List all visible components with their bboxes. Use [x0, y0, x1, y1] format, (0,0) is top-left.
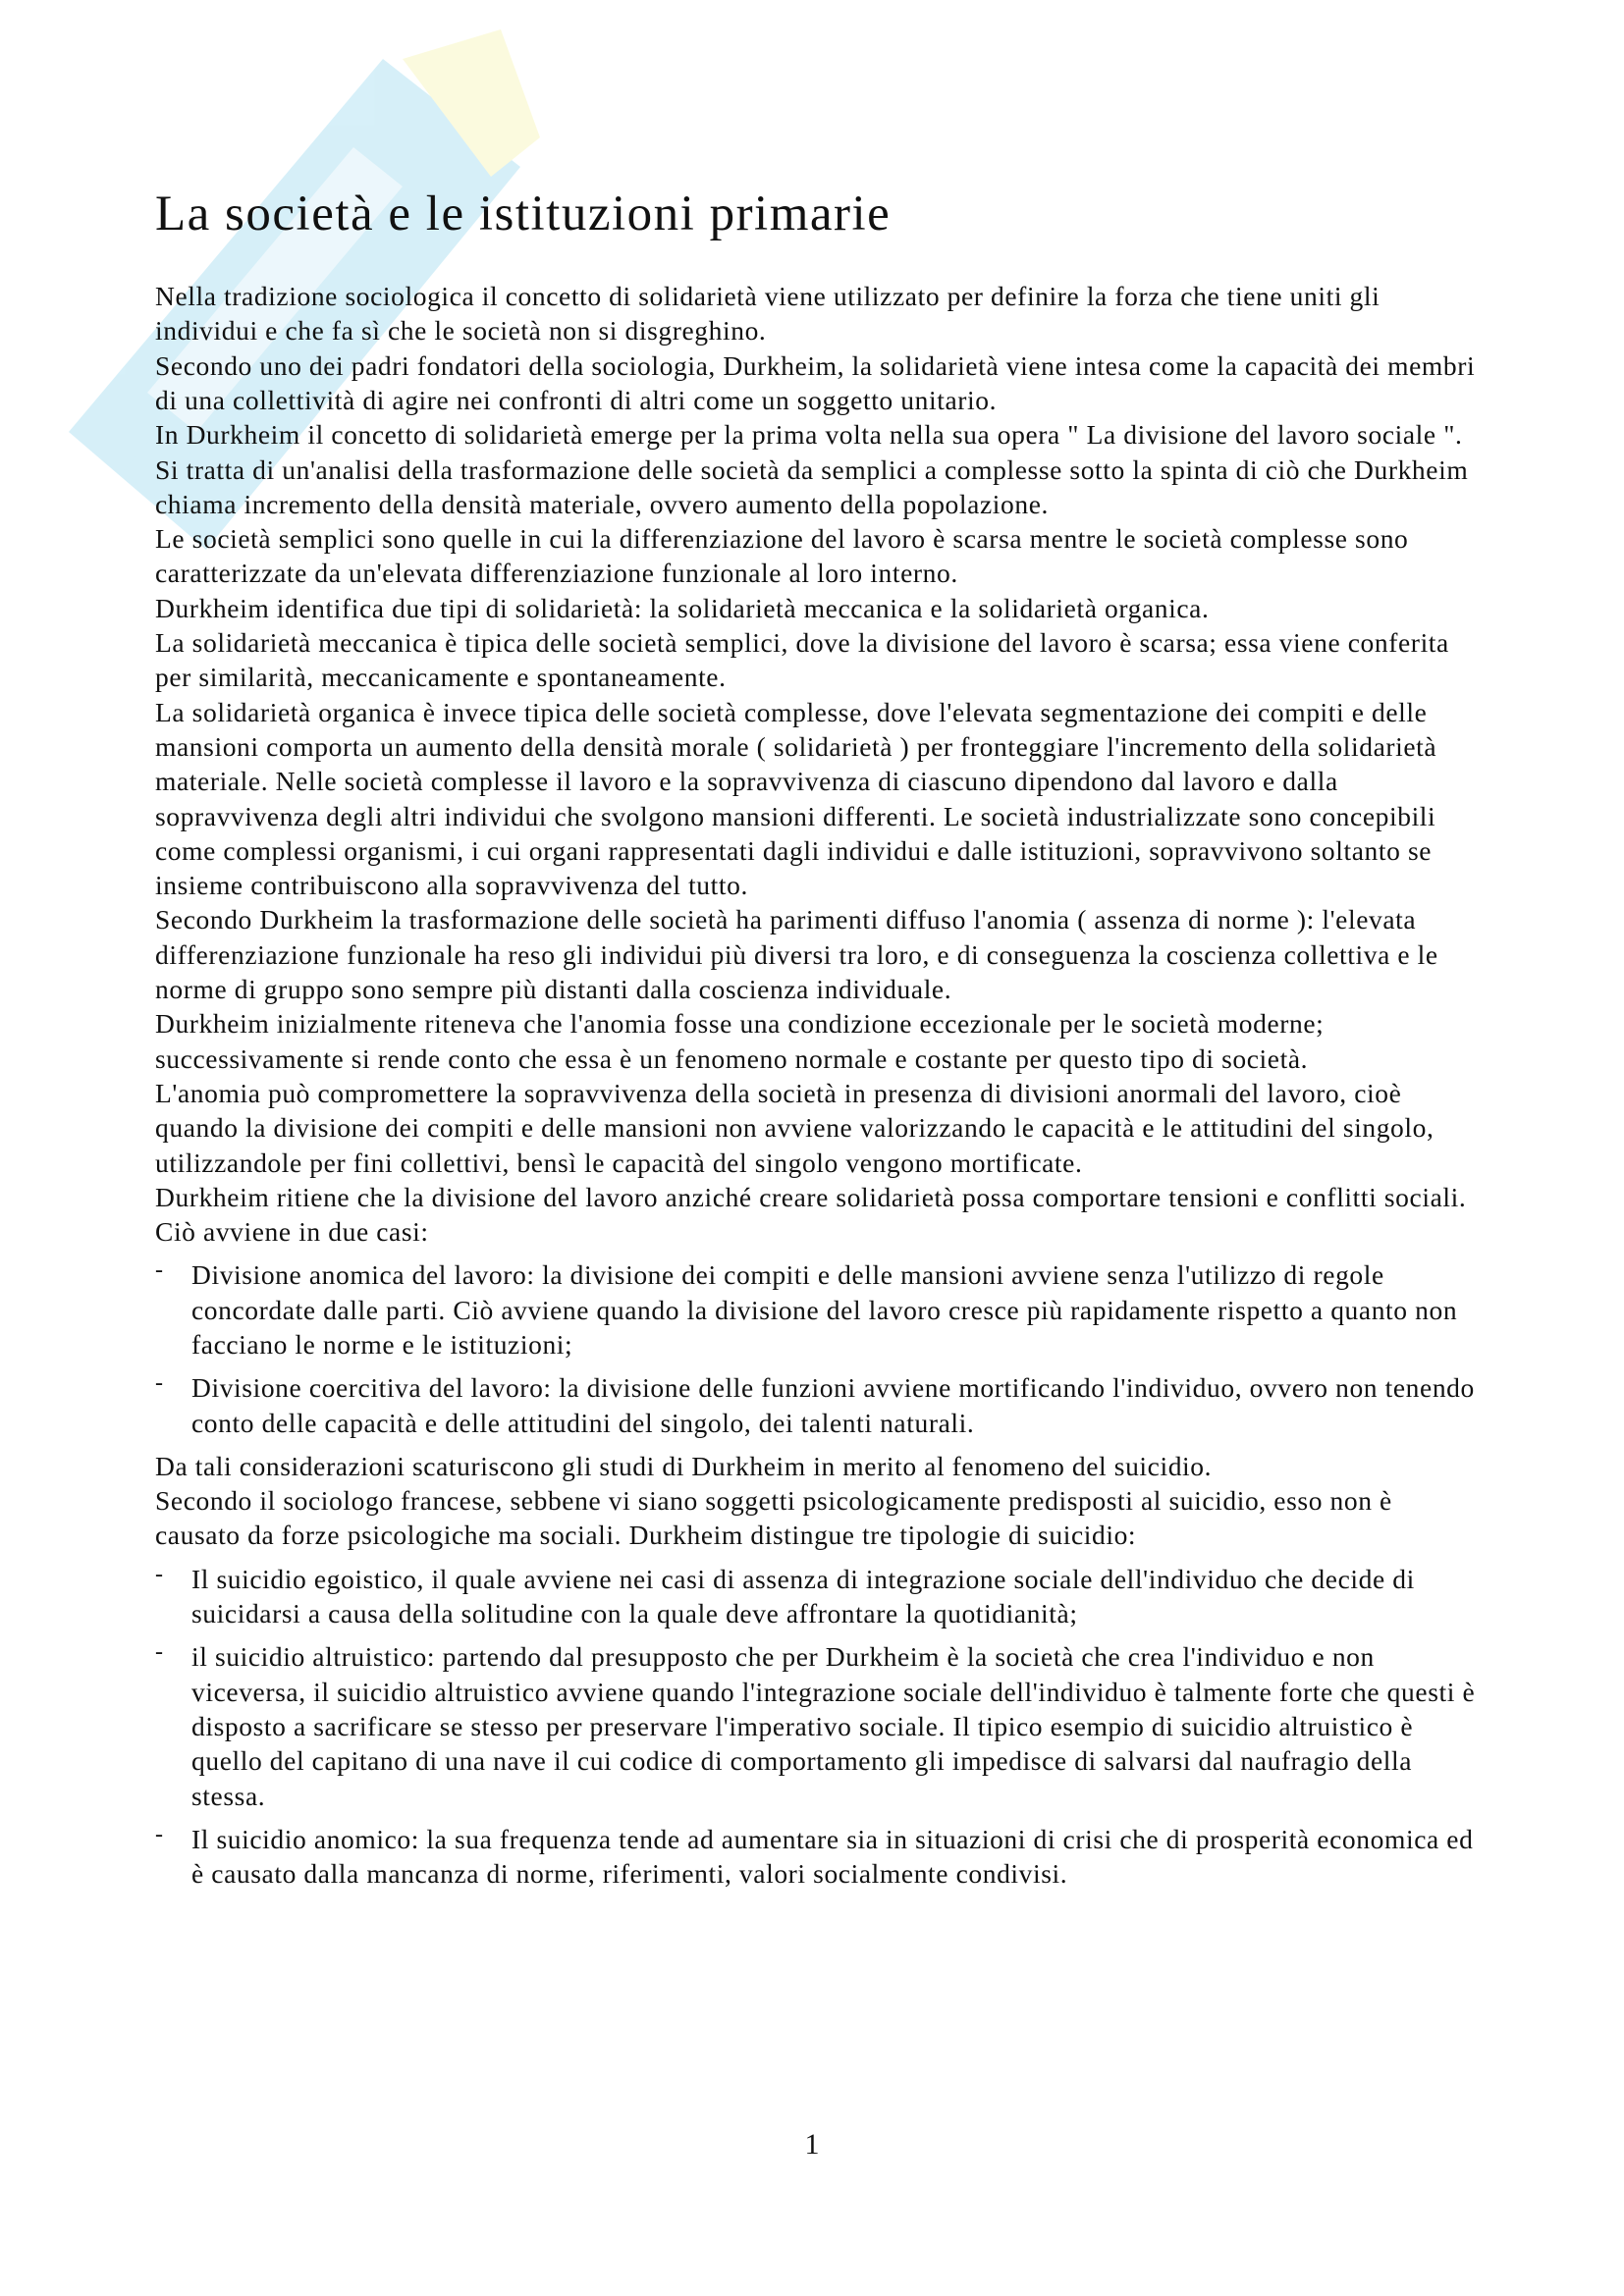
paragraph: Durkheim inizialmente riteneva che l'anomia fosse una condizione eccezionale per le società moderne; successivamente si rende conto che essa è un fenomeno normale e costante per questo tipo di società. [155, 1008, 1325, 1074]
dash-bullet-icon: - [155, 1821, 164, 1847]
paragraph: La solidarietà meccanica è tipica delle società semplici, dove la divisione del lavoro è scarsa; essa viene conferita per similarità, meccanicamente e spontaneamente. [155, 627, 1449, 693]
dash-bullet-icon: - [155, 1257, 164, 1284]
dash-bullet-icon: - [155, 1561, 164, 1587]
list-item-text: Il suicidio egoistico, il quale avviene nei casi di assenza di integrazione sociale dell'individuo che decide di suicidarsi a causa della solitudine con la quale deve affrontare la quotidianità; [191, 1563, 1415, 1629]
list-item-text: Divisione anomica del lavoro: la divisione dei compiti e delle mansioni avviene senza l'utilizzo di regole concordate dalle parti. Ciò avviene quando la divisione del lavoro cresce più rapidamente rispetto a quanto non facciano le norme e le istituzioni; [191, 1259, 1458, 1360]
paragraph: Nella tradizione sociologica il concetto di solidarietà viene utilizzato per definire la forza che tiene uniti gli individui e che fa sì che le società non si disgreghino. [155, 281, 1380, 347]
page-number: 1 [804, 2128, 820, 2161]
list-item-text: Divisione coercitiva del lavoro: la divisione delle funzioni avviene mortificando l'individuo, ovvero non tenendo conto delle capacità e delle attitudini del singolo, dei talenti naturali. [191, 1372, 1475, 1438]
list-item [155, 1257, 1481, 1362]
list-item [155, 1822, 1481, 1892]
page-title: La società e le istituzioni primarie [155, 187, 892, 241]
list-item-text: il suicidio altruistico: partendo dal presupposto che per Durkheim è la società che crea l'individuo e non viceversa, il suicidio altruistico avviene quando l'integrazione sociale dell'individuo è talmente forte che questi è disposto a sacrificare se stesso per preservare l'imperativo sociale. Il tipico esempio di suicidio altruistico è quello del capitano di una nave il cui codice di comportamento gli impedisce di salvarsi dal naufragio della stessa. [191, 1641, 1476, 1811]
paragraph: Secondo uno dei padri fondatori della sociologia, Durkheim, la solidarietà viene intesa come la capacità dei membri di una collettività di agire nei confronti di altri come un soggetto unitario. [155, 349, 1476, 415]
paragraph: Secondo Durkheim la trasformazione delle società ha parimenti diffuso l'anomia ( assenza di norme ): l'elevata differenziazione funzionale ha reso gli individui più diversi tra loro, e di conseguenza la coscienza collettiva e le norme di gruppo sono sempre più distanti dalla coscienza individuale. [155, 904, 1438, 1005]
list-item [155, 1562, 1481, 1631]
paragraph: Le società semplici sono quelle in cui la differenziazione del lavoro è scarsa mentre le società complesse sono caratterizzate da un'elevata differenziazione funzionale al loro interno. [155, 523, 1409, 589]
list-suicide-types [155, 1562, 1481, 1892]
list-item [155, 1370, 1481, 1440]
document-body [155, 279, 1481, 1891]
paragraph: Durkheim ritiene che la divisione del lavoro anziché creare solidarietà possa comportare tensioni e conflitti sociali. Ciò avviene in due casi: [155, 1181, 1467, 1248]
paragraph: Durkheim identifica due tipi di solidarietà: la solidarietà meccanica e la solidarietà organica. [155, 592, 1210, 623]
paragraph: La solidarietà organica è invece tipica delle società complesse, dove l'elevata segmentazione dei compiti e delle mansioni comporta un aumento della densità morale ( solidarietà ) per fronteggiare l'incremento della solidarietà materiale. Nelle società complesse il lavoro e la sopravvivenza di ciascuno dipendono dal lavoro e dalla sopravvivenza degli altri individui che svolgono mansioni differenti. Le società industrializzate sono concepibili come complessi organismi, i cui organi rappresentati dagli individui e dalle istituzioni, sopravvivono soltanto se insieme contribuiscono alla sopravvivenza del tutto. [155, 696, 1437, 901]
paragraph: Da tali considerazioni scaturiscono gli studi di Durkheim in merito al fenomeno del suicidio. [155, 1450, 1213, 1481]
dash-bullet-icon: - [155, 1370, 164, 1397]
document-page [155, 187, 1481, 1899]
paragraph: L'anomia può compromettere la sopravvivenza della società in presenza di divisioni anormali del lavoro, cioè quando la divisione dei compiti e delle mansioni non avviene valorizzando le capacità e le attitudini del singolo, utilizzandole per fini collettivi, bensì le capacità del singolo vengono mortificate. [155, 1077, 1435, 1178]
list-item [155, 1639, 1481, 1812]
paragraph: In Durkheim il concetto di solidarietà emerge per la prima volta nella sua opera " La divisione del lavoro sociale ". Si tratta di un'analisi della trasformazione delle società da semplici a complesse sotto la spinta di ciò che Durkheim chiama incremento della densità materiale, ovvero aumento della popolazione. [155, 419, 1469, 519]
list-division-types [155, 1257, 1481, 1439]
dash-bullet-icon: - [155, 1639, 164, 1666]
paragraph-group-suicide [155, 1449, 1481, 1553]
list-item-text: Il suicidio anomico: la sua frequenza tende ad aumentare sia in situazioni di crisi che di prosperità economica ed è causato dalla mancanza di norme, riferimenti, valori socialmente condivisi. [191, 1823, 1474, 1890]
paragraph-group-intro [155, 279, 1481, 1249]
paragraph: Secondo il sociologo francese, sebbene vi siano soggetti psicologicamente predisposti al suicidio, esso non è causato da forze psicologiche ma sociali. Durkheim distingue tre tipologie di suicidio: [155, 1485, 1392, 1551]
